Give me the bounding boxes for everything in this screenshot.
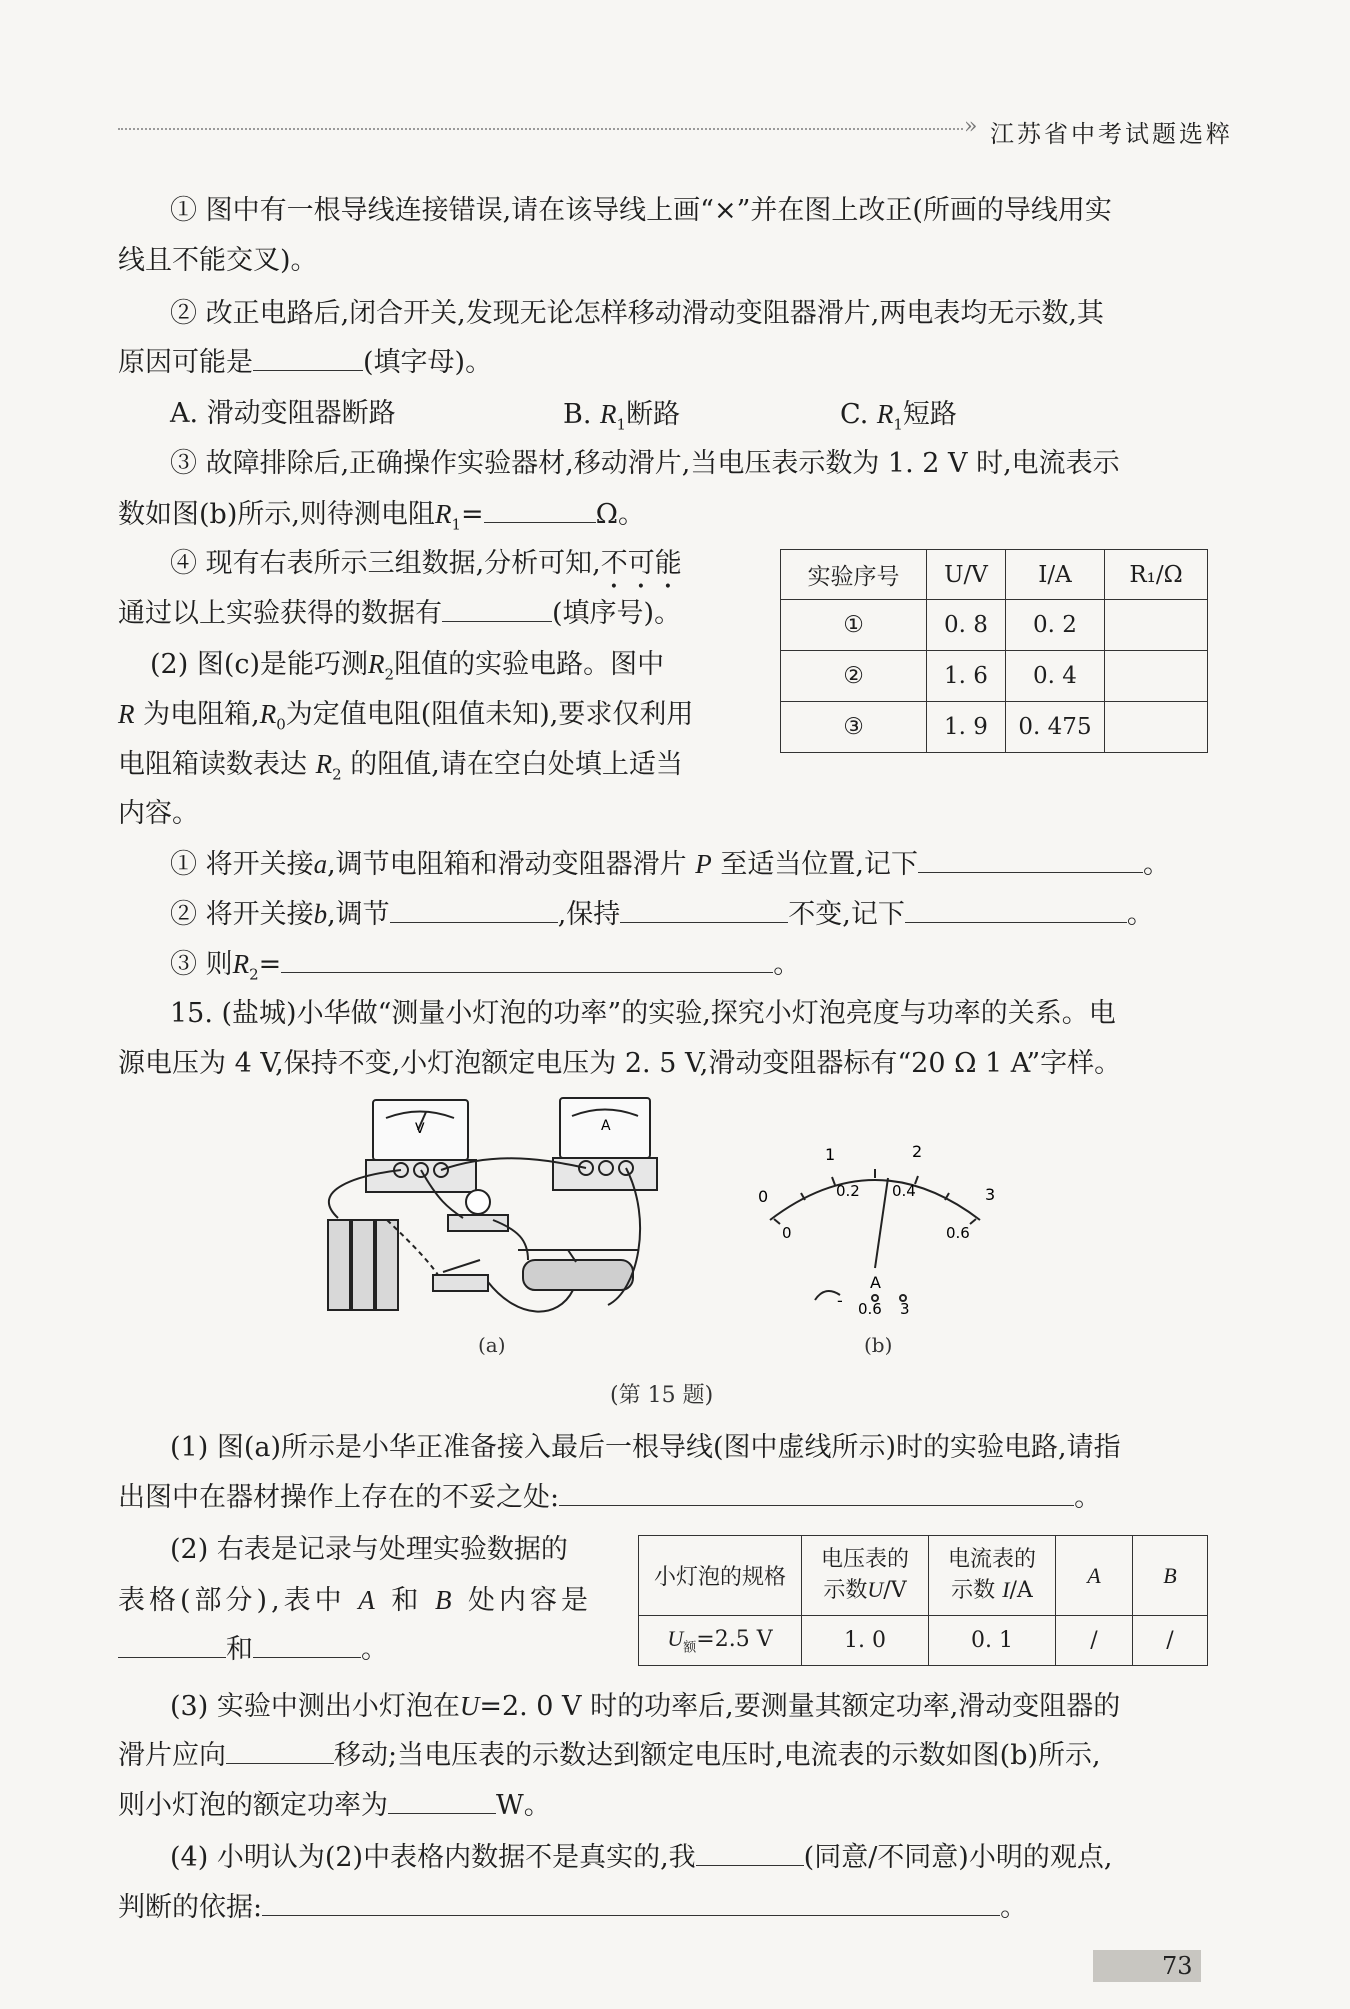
answer-blank[interactable]: [484, 500, 596, 523]
tick-label: 0: [782, 1224, 792, 1242]
table-cell: 1. 0: [802, 1616, 929, 1666]
symbol: A: [358, 1585, 379, 1615]
q14-line-9: [118, 596, 681, 632]
symbol: U: [867, 1577, 884, 1602]
subscript: 1: [893, 415, 903, 434]
text: ④ 现有右表所示三组数据,分析可知,: [170, 548, 601, 579]
text: 表格(部分),表中: [118, 1585, 346, 1616]
symbol: B: [434, 1585, 456, 1615]
subscript: 2: [332, 765, 342, 784]
answer-blank[interactable]: [918, 850, 1143, 873]
header-title: 江苏省中考试题选粹: [990, 120, 1233, 148]
text: /V: [883, 1578, 907, 1603]
text: 通过以上实验获得的数据有: [118, 598, 442, 629]
text: (4) 小明认为(2)中表格内数据不是真实的,我: [170, 1842, 696, 1873]
subscript: 1: [451, 515, 461, 534]
header-rule: [118, 128, 963, 130]
text: ,调节电阻箱和滑动变阻器滑片: [327, 849, 687, 880]
tick-label: 0.2: [836, 1182, 860, 1200]
text: 。: [1074, 1482, 1102, 1513]
symbol: B: [1163, 1562, 1177, 1588]
text: 电阻箱读数表达: [118, 749, 307, 780]
table-cell[interactable]: [1105, 600, 1208, 651]
table-cell: ②: [781, 651, 927, 702]
tick-label: 0.6: [946, 1224, 970, 1242]
text: W。: [496, 1790, 551, 1821]
figure-caption: (第 15 题): [610, 1383, 714, 1408]
terminal-label: 3: [900, 1300, 910, 1318]
table-header: [1056, 1536, 1133, 1616]
text: (3) 实验中测出小灯泡在: [170, 1691, 460, 1722]
table-cell: 0. 4: [1006, 651, 1105, 702]
text: ② 将开关接: [170, 899, 314, 930]
text: =2.5 V: [696, 1626, 773, 1652]
data-table-1: [780, 549, 1208, 753]
text: Ω。: [595, 499, 645, 530]
text: 。: [1126, 899, 1154, 930]
text: 。: [361, 1634, 388, 1665]
symbol: R: [434, 499, 452, 529]
q14-line-11: [118, 696, 693, 742]
text: ① 将开关接: [170, 849, 314, 880]
answer-blank[interactable]: [118, 1635, 226, 1658]
circuit-figure-a: [318, 1090, 663, 1330]
text: 原因可能是: [118, 347, 253, 378]
symbol: U: [459, 1691, 480, 1721]
q15-part-4-line-2: [118, 1890, 1027, 1926]
text: 至适当位置,记下: [720, 849, 918, 880]
subscript: 0: [276, 715, 286, 734]
table-header: 实验序号: [781, 550, 927, 600]
q15-line-2: 源电压为 4 V,保持不变,小灯泡额定电压为 2. 5 V,滑动变阻器标有“20 Ω 1 A”字样。: [118, 1048, 1122, 1079]
option-c: [840, 396, 957, 442]
table-header: R₁/Ω: [1105, 550, 1208, 600]
table-cell: 0. 2: [1006, 600, 1105, 651]
q14-line-4: [118, 345, 492, 381]
page-number: 73: [1162, 1952, 1193, 1980]
text: =2. 0 V 时的功率后,要测量其额定功率,滑动变阻器的: [479, 1691, 1121, 1722]
tick-label: 0: [758, 1187, 769, 1206]
symbol: R: [876, 399, 894, 429]
symbol: a: [313, 849, 328, 879]
text: (填序号)。: [552, 598, 682, 629]
step-1: [170, 846, 1170, 883]
terminal-label: 0.6: [858, 1300, 882, 1318]
table-cell: ①: [781, 600, 927, 651]
header-arrow-icon: »: [964, 114, 978, 139]
answer-blank[interactable]: [390, 900, 558, 923]
q15-part-2-line-1: (2) 右表是记录与处理实验数据的: [170, 1534, 568, 1565]
symbol: P: [695, 849, 712, 879]
q15-part-3-line-1: [170, 1688, 1120, 1725]
symbol: b: [313, 899, 328, 929]
text: 。: [1000, 1892, 1028, 1923]
q15-part-3-line-3: [118, 1788, 551, 1824]
text: (同意/不同意)小明的观点,: [803, 1842, 1113, 1873]
symbol: R: [259, 699, 277, 729]
answer-blank[interactable]: [388, 1791, 496, 1814]
text: 示数: [823, 1578, 868, 1603]
ammeter-dial-figure-b: [740, 1120, 1010, 1320]
symbol: R: [232, 949, 250, 979]
option-b: [563, 396, 680, 442]
q15-part-1-line-1: (1) 图(a)所示是小华正准备接入最后一根导线(图中虚线所示)时的实验电路,请指: [170, 1432, 1121, 1463]
text: =: [258, 949, 282, 980]
text: 滑片应向: [118, 1740, 226, 1771]
q15-part-3-line-2: [118, 1738, 1101, 1774]
table-cell: ③: [781, 702, 927, 753]
text: 和: [226, 1634, 253, 1665]
text: (2) 图(c)是能巧测: [150, 649, 369, 680]
table-cell: /: [1133, 1616, 1208, 1666]
table-cell: 0. 475: [1006, 702, 1105, 753]
text: ,保持: [557, 899, 621, 930]
figure-a-label: (a): [478, 1333, 506, 1357]
text: 出图中在器材操作上存在的不妥之处:: [118, 1482, 560, 1513]
voltmeter-label: V: [415, 1121, 425, 1137]
step-2: [170, 896, 1154, 933]
answer-blank[interactable]: [281, 950, 773, 973]
table-header: [929, 1536, 1056, 1616]
answer-blank[interactable]: [905, 900, 1127, 923]
text: 短路: [902, 399, 957, 430]
text: 示数: [951, 1578, 996, 1603]
q14-line-8: [170, 546, 682, 595]
symbol: U: [667, 1625, 684, 1651]
text: 不变,记下: [788, 899, 905, 930]
text: 断路: [626, 399, 681, 430]
table-cell: 1. 9: [927, 702, 1006, 753]
text: ,调节: [327, 899, 390, 930]
text: /A: [1009, 1578, 1033, 1603]
text: 的阻值,请在空白处填上适当: [350, 749, 683, 780]
terminal-label: -: [837, 1291, 843, 1310]
text: 为电阻箱,: [143, 699, 260, 730]
q14-line-1: ① 图中有一根导线连接错误,请在该导线上画“×”并在图上改正(所画的导线用实: [170, 195, 1112, 226]
tick-label: 1: [825, 1145, 836, 1164]
answer-blank[interactable]: [442, 599, 552, 622]
answer-blank[interactable]: [226, 1741, 334, 1764]
text: 为定值电阻(阻值未知),要求仅利用: [285, 699, 694, 730]
text: (填字母)。: [363, 347, 493, 378]
symbol: R: [315, 749, 333, 779]
table-header: U/V: [927, 550, 1006, 600]
q15-part-1-line-2: [118, 1480, 1101, 1516]
answer-blank[interactable]: [253, 1635, 361, 1658]
symbol: R: [368, 649, 385, 679]
text: 移动;当电压表的示数达到额定电压时,电流表的示数如图(b)所示,: [334, 1740, 1101, 1771]
data-table-2: [638, 1535, 1208, 1666]
emphasis-text: 不可能: [600, 548, 682, 579]
tick-label: 3: [985, 1185, 996, 1204]
q15-part-2-line-2: [118, 1582, 592, 1619]
q14-line-10: [150, 646, 664, 692]
table-cell: /: [1056, 1616, 1133, 1666]
text: ③ 则: [170, 949, 233, 980]
text: 数如图(b)所示,则待测电阻: [118, 499, 435, 530]
q15-part-2-line-3: [118, 1632, 388, 1668]
subscript: 2: [249, 965, 259, 984]
tick-label: 2: [912, 1142, 923, 1161]
text: 。: [773, 949, 801, 980]
ammeter-label: A: [601, 1118, 611, 1134]
answer-blank[interactable]: [620, 900, 788, 923]
answer-blank[interactable]: [253, 348, 363, 371]
subscript: 额: [683, 1640, 697, 1656]
terminal-label: A: [870, 1273, 881, 1292]
table-header: 小灯泡的规格: [639, 1536, 802, 1616]
subscript: 1: [616, 415, 627, 434]
q15-part-4-line-1: [170, 1840, 1112, 1876]
table-header: [1133, 1536, 1208, 1616]
table-cell: 1. 6: [927, 651, 1006, 702]
text: C.: [840, 399, 869, 430]
symbol: R: [600, 399, 617, 429]
table-header: I/A: [1006, 550, 1105, 600]
text: 电压表的: [820, 1547, 909, 1572]
symbol: R: [118, 699, 135, 729]
q14-line-12: [118, 746, 683, 792]
step-3: [170, 946, 800, 992]
answer-blank[interactable]: [696, 1843, 804, 1866]
option-a: A. 滑动变阻器断路: [170, 398, 396, 429]
text: 则小灯泡的额定功率为: [118, 1790, 388, 1821]
table-cell: 0. 1: [929, 1616, 1056, 1666]
text: 电流表的: [947, 1547, 1036, 1572]
text: 处内容是: [468, 1585, 593, 1616]
text: =: [460, 499, 484, 530]
table-cell: [639, 1616, 802, 1666]
q14-line-2: 线且不能交叉)。: [118, 245, 318, 276]
text: B.: [563, 399, 592, 430]
answer-blank[interactable]: [559, 1483, 1074, 1506]
subscript: 2: [384, 665, 395, 684]
q14-line-13: 内容。: [118, 798, 199, 829]
q14-line-7: [118, 496, 645, 542]
table-cell: 0. 8: [927, 600, 1006, 651]
table-header: [802, 1536, 929, 1616]
text: 判断的依据:: [118, 1892, 263, 1923]
answer-blank[interactable]: [262, 1893, 1000, 1916]
tick-label: 0.4: [892, 1182, 916, 1200]
table-cell[interactable]: [1105, 651, 1208, 702]
text: 和: [391, 1585, 423, 1616]
text: 阻值的实验电路。图中: [394, 649, 665, 680]
symbol: I: [1002, 1577, 1010, 1602]
figure-b-label: (b): [864, 1333, 893, 1357]
text: 。: [1142, 849, 1170, 880]
q14-line-6: ③ 故障排除后,正确操作实验器材,移动滑片,当电压表示数为 1. 2 V 时,电流表示: [170, 448, 1120, 479]
symbol: A: [1087, 1562, 1101, 1588]
q14-line-3: ② 改正电路后,闭合开关,发现无论怎样移动滑动变阻器滑片,两电表均无示数,其: [170, 298, 1104, 329]
q15-line-1: 15. (盐城)小华做“测量小灯泡的功率”的实验,探究小灯泡亮度与功率的关系。电: [170, 998, 1116, 1029]
table-cell[interactable]: [1105, 702, 1208, 753]
